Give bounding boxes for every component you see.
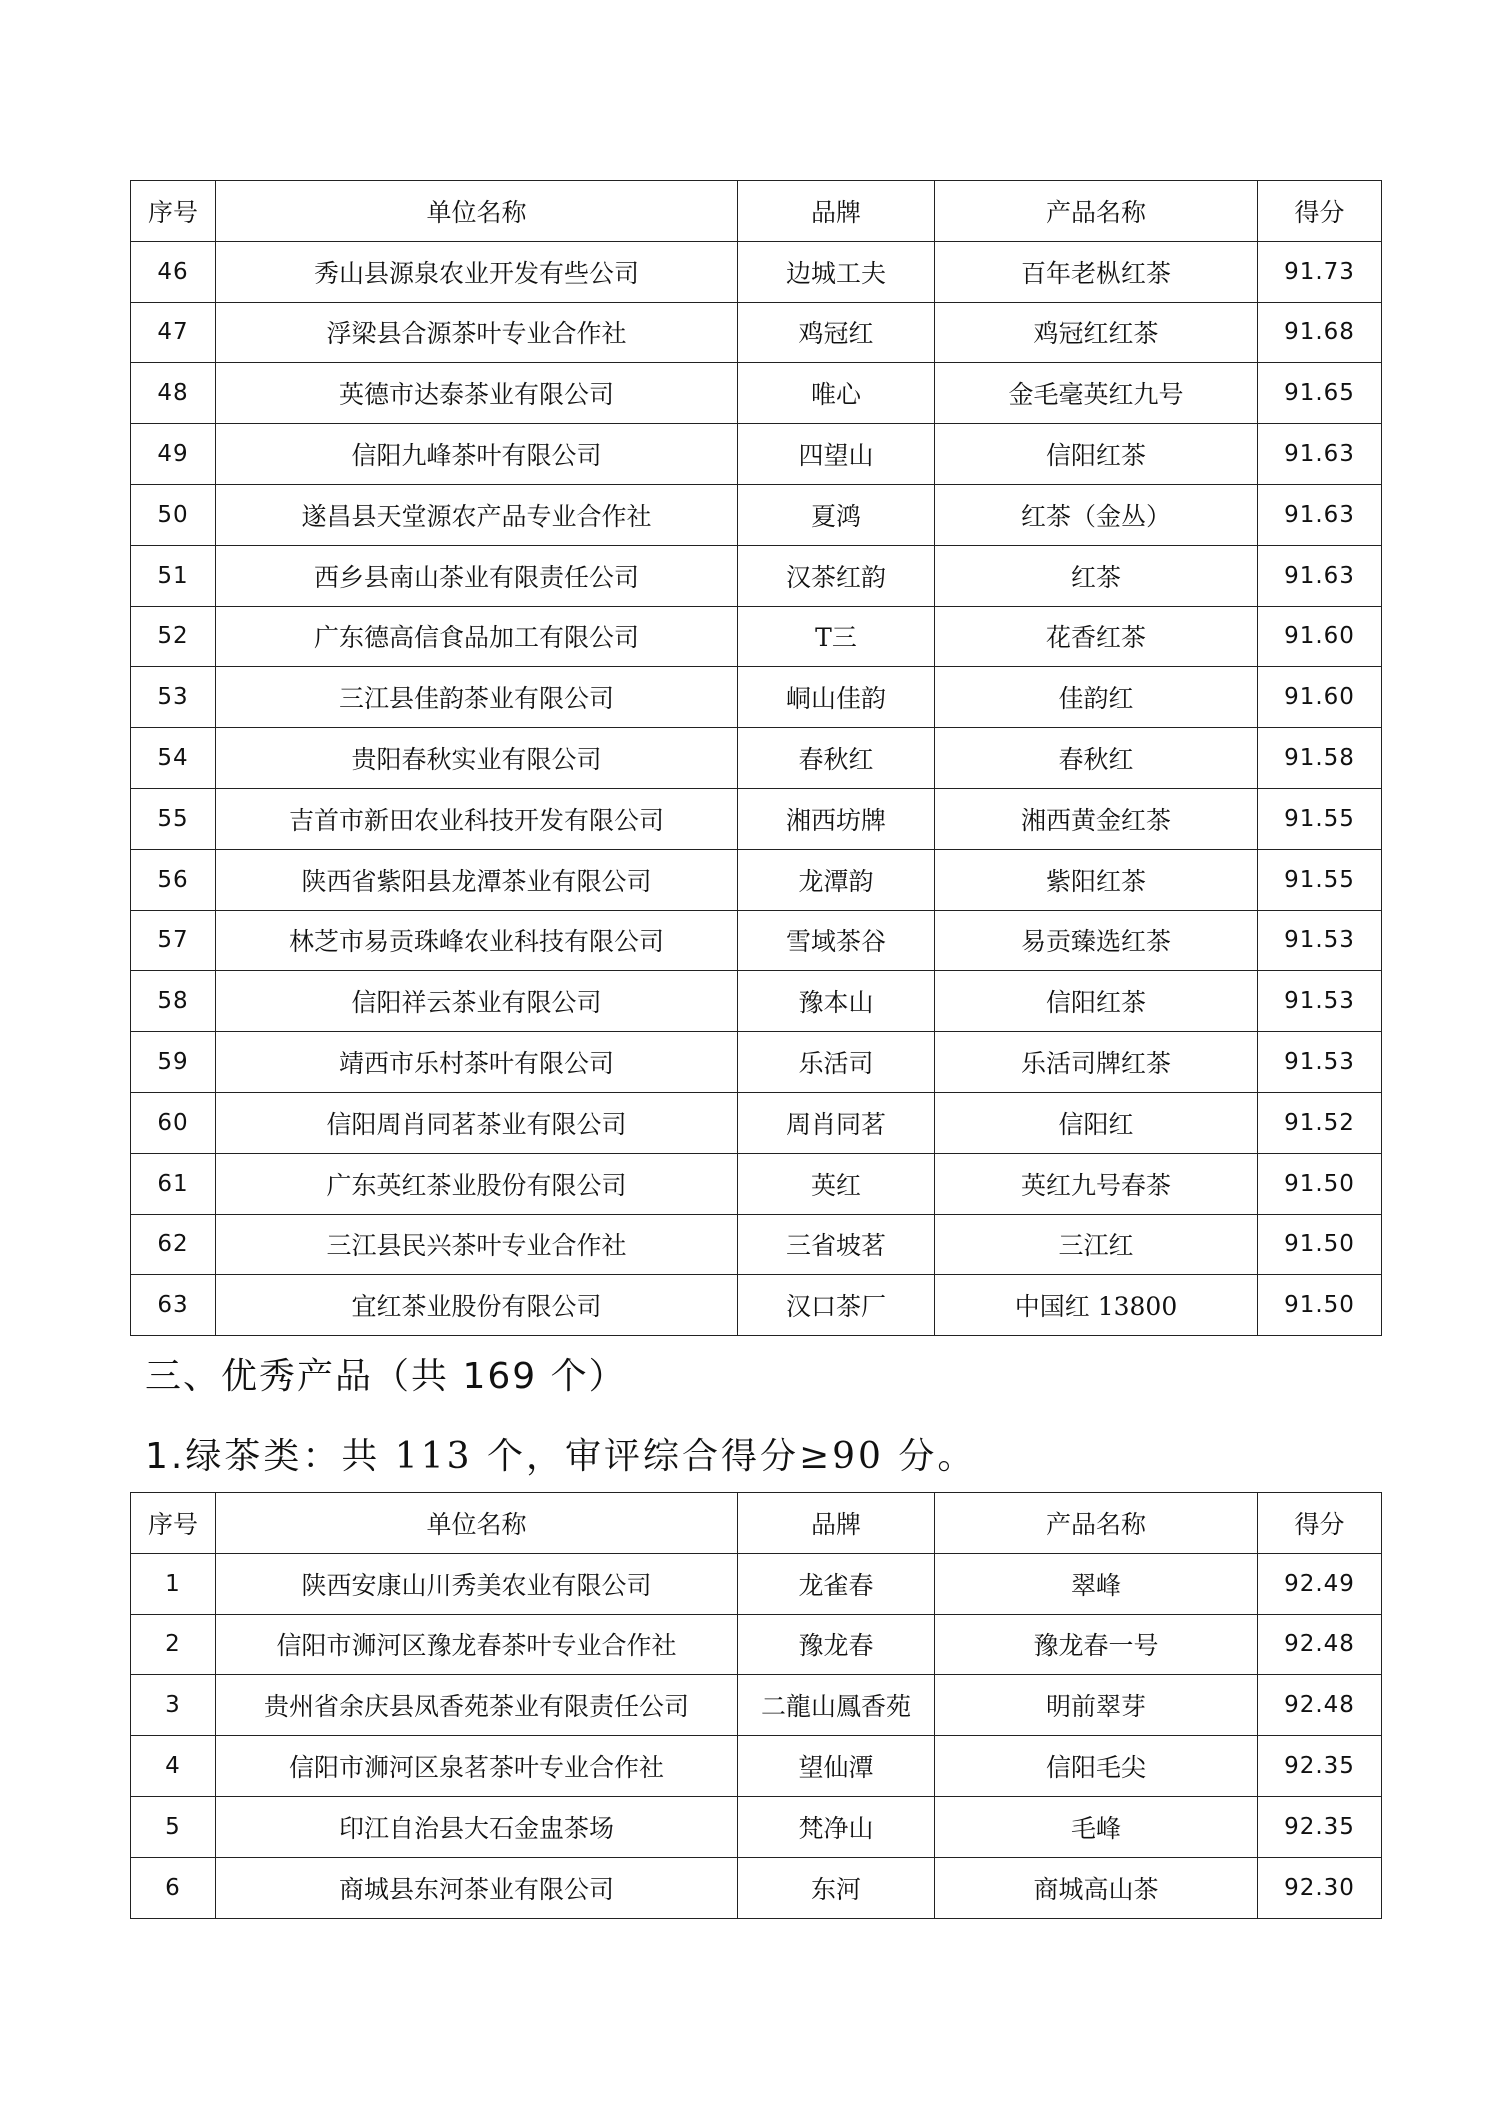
cell-no: 6 [131, 1857, 216, 1918]
header-no: 序号 [131, 1493, 216, 1554]
cell-unit: 林芝市易贡珠峰农业科技有限公司 [216, 910, 738, 971]
sub-heading-description: 共 113 个，审评综合得分≥90 分。 [341, 1436, 977, 1477]
cell-no: 2 [131, 1614, 216, 1675]
cell-score: 92.48 [1258, 1675, 1382, 1736]
cell-score: 91.73 [1258, 241, 1382, 302]
header-brand: 品牌 [738, 1493, 935, 1554]
cell-brand: 三省坡茗 [738, 1214, 935, 1275]
cell-score: 91.52 [1258, 1092, 1382, 1153]
cell-score: 92.49 [1258, 1553, 1382, 1614]
cell-unit: 贵州省余庆县凤香苑茶业有限责任公司 [216, 1675, 738, 1736]
cell-no: 48 [131, 363, 216, 424]
header-brand: 品牌 [738, 181, 935, 242]
cell-product: 信阳红 [935, 1092, 1258, 1153]
cell-no: 51 [131, 545, 216, 606]
cell-score: 91.53 [1258, 971, 1382, 1032]
cell-product: 金毛毫英红九号 [935, 363, 1258, 424]
table-row [131, 363, 1382, 424]
cell-brand: 峒山佳韵 [738, 667, 935, 728]
cell-score: 91.50 [1258, 1153, 1382, 1214]
cell-unit: 信阳周肖同茗茶业有限公司 [216, 1092, 738, 1153]
cell-product: 信阳红茶 [935, 971, 1258, 1032]
table-row [131, 667, 1382, 728]
cell-brand: 汉茶红韵 [738, 545, 935, 606]
cell-score: 92.48 [1258, 1614, 1382, 1675]
table-row [131, 302, 1382, 363]
table-row [131, 241, 1382, 302]
cell-product: 豫龙春一号 [935, 1614, 1258, 1675]
cell-score: 91.65 [1258, 363, 1382, 424]
cell-no: 46 [131, 241, 216, 302]
cell-brand: 汉口茶厂 [738, 1275, 935, 1336]
cell-score: 92.35 [1258, 1736, 1382, 1797]
cell-product: 商城高山茶 [935, 1857, 1258, 1918]
cell-brand: 豫本山 [738, 971, 935, 1032]
cell-product: 百年老枞红茶 [935, 241, 1258, 302]
cell-no: 53 [131, 667, 216, 728]
table-row [131, 1032, 1382, 1093]
cell-score: 91.58 [1258, 728, 1382, 789]
header-unit: 单位名称 [216, 181, 738, 242]
cell-no: 50 [131, 484, 216, 545]
cell-unit: 三江县民兴茶叶专业合作社 [216, 1214, 738, 1275]
cell-score: 92.35 [1258, 1796, 1382, 1857]
table-row [131, 484, 1382, 545]
header-unit: 单位名称 [216, 1493, 738, 1554]
cell-product: 湘西黄金红茶 [935, 788, 1258, 849]
cell-product: 毛峰 [935, 1796, 1258, 1857]
cell-product: 明前翠芽 [935, 1675, 1258, 1736]
section-heading: 三、优秀产品（共 169 个） [145, 1356, 627, 1397]
cell-score: 91.53 [1258, 1032, 1382, 1093]
table-row [131, 1796, 1382, 1857]
cell-unit: 广东英红茶业股份有限公司 [216, 1153, 738, 1214]
table-row [131, 1857, 1382, 1918]
cell-unit: 秀山县源泉农业开发有些公司 [216, 241, 738, 302]
cell-unit: 信阳祥云茶业有限公司 [216, 971, 738, 1032]
cell-no: 63 [131, 1275, 216, 1336]
cell-unit: 广东德高信食品加工有限公司 [216, 606, 738, 667]
cell-brand: 四望山 [738, 424, 935, 485]
cell-brand: 龙潭韵 [738, 849, 935, 910]
cell-brand: 乐活司 [738, 1032, 935, 1093]
table-body [131, 1553, 1382, 1918]
cell-unit: 三江县佳韵茶业有限公司 [216, 667, 738, 728]
cell-score: 91.50 [1258, 1214, 1382, 1275]
cell-product: 鸡冠红红茶 [935, 302, 1258, 363]
table-row [131, 1614, 1382, 1675]
cell-brand: 豫龙春 [738, 1614, 935, 1675]
cell-unit: 西乡县南山茶业有限责任公司 [216, 545, 738, 606]
table-row [131, 971, 1382, 1032]
header-score: 得分 [1258, 181, 1382, 242]
table-row [131, 1553, 1382, 1614]
cell-product: 信阳毛尖 [935, 1736, 1258, 1797]
table-row [131, 910, 1382, 971]
cell-score: 91.55 [1258, 788, 1382, 849]
cell-score: 91.63 [1258, 484, 1382, 545]
cell-score: 91.60 [1258, 606, 1382, 667]
table-row [131, 424, 1382, 485]
award-table-green-tea [130, 1492, 1382, 1919]
cell-score: 91.68 [1258, 302, 1382, 363]
cell-product: 红茶（金丛） [935, 484, 1258, 545]
table-row [131, 1214, 1382, 1275]
cell-no: 4 [131, 1736, 216, 1797]
cell-unit: 靖西市乐村茶叶有限公司 [216, 1032, 738, 1093]
cell-unit: 信阳市浉河区豫龙春茶叶专业合作社 [216, 1614, 738, 1675]
cell-no: 62 [131, 1214, 216, 1275]
cell-brand: 梵净山 [738, 1796, 935, 1857]
cell-score: 92.30 [1258, 1857, 1382, 1918]
header-product: 产品名称 [935, 1493, 1258, 1554]
cell-unit: 浮梁县合源茶叶专业合作社 [216, 302, 738, 363]
table-row [131, 1153, 1382, 1214]
sub-heading-category: 1.绿茶类： [145, 1436, 342, 1477]
cell-unit: 商城县东河茶业有限公司 [216, 1857, 738, 1918]
table-header-row [131, 1493, 1382, 1554]
table-body [131, 241, 1382, 1335]
cell-product: 春秋红 [935, 728, 1258, 789]
cell-unit: 陕西省紫阳县龙潭茶业有限公司 [216, 849, 738, 910]
cell-unit: 贵阳春秋实业有限公司 [216, 728, 738, 789]
cell-no: 56 [131, 849, 216, 910]
cell-product: 乐活司牌红茶 [935, 1032, 1258, 1093]
cell-no: 5 [131, 1796, 216, 1857]
cell-product: 信阳红茶 [935, 424, 1258, 485]
cell-product: 易贡臻选红茶 [935, 910, 1258, 971]
cell-no: 3 [131, 1675, 216, 1736]
cell-product: 翠峰 [935, 1553, 1258, 1614]
cell-no: 60 [131, 1092, 216, 1153]
table-row [131, 545, 1382, 606]
cell-brand: 湘西坊牌 [738, 788, 935, 849]
cell-brand: 夏鸿 [738, 484, 935, 545]
cell-unit: 信阳市浉河区泉茗茶叶专业合作社 [216, 1736, 738, 1797]
award-table-red-tea [130, 180, 1382, 1336]
cell-unit: 宜红茶业股份有限公司 [216, 1275, 738, 1336]
cell-no: 52 [131, 606, 216, 667]
cell-brand: 鸡冠红 [738, 302, 935, 363]
cell-product: 佳韵红 [935, 667, 1258, 728]
sub-heading [145, 1428, 976, 1479]
table-row [131, 1275, 1382, 1336]
table-row [131, 1092, 1382, 1153]
cell-product: 花香红茶 [935, 606, 1258, 667]
header-score: 得分 [1258, 1493, 1382, 1554]
cell-no: 57 [131, 910, 216, 971]
cell-brand: T三 [738, 606, 935, 667]
cell-no: 59 [131, 1032, 216, 1093]
table-row [131, 1736, 1382, 1797]
cell-unit: 吉首市新田农业科技开发有限公司 [216, 788, 738, 849]
cell-no: 47 [131, 302, 216, 363]
table-row [131, 788, 1382, 849]
cell-brand: 望仙潭 [738, 1736, 935, 1797]
header-no: 序号 [131, 181, 216, 242]
cell-brand: 雪域茶谷 [738, 910, 935, 971]
cell-product: 三江红 [935, 1214, 1258, 1275]
cell-unit: 印江自治县大石金盅茶场 [216, 1796, 738, 1857]
cell-score: 91.55 [1258, 849, 1382, 910]
cell-brand: 春秋红 [738, 728, 935, 789]
cell-no: 61 [131, 1153, 216, 1214]
cell-no: 49 [131, 424, 216, 485]
cell-unit: 英德市达泰茶业有限公司 [216, 363, 738, 424]
cell-score: 91.50 [1258, 1275, 1382, 1336]
cell-brand: 龙雀春 [738, 1553, 935, 1614]
cell-brand: 边城工夫 [738, 241, 935, 302]
table-row [131, 606, 1382, 667]
table-row [131, 849, 1382, 910]
cell-unit: 信阳九峰茶叶有限公司 [216, 424, 738, 485]
cell-brand: 唯心 [738, 363, 935, 424]
cell-no: 1 [131, 1553, 216, 1614]
cell-score: 91.63 [1258, 424, 1382, 485]
cell-no: 58 [131, 971, 216, 1032]
cell-score: 91.60 [1258, 667, 1382, 728]
cell-no: 54 [131, 728, 216, 789]
cell-no: 55 [131, 788, 216, 849]
cell-brand: 周肖同茗 [738, 1092, 935, 1153]
cell-product: 红茶 [935, 545, 1258, 606]
cell-unit: 遂昌县天堂源农产品专业合作社 [216, 484, 738, 545]
cell-brand: 二龍山鳳香苑 [738, 1675, 935, 1736]
cell-score: 91.53 [1258, 910, 1382, 971]
table-row [131, 1675, 1382, 1736]
cell-brand: 英红 [738, 1153, 935, 1214]
header-product: 产品名称 [935, 181, 1258, 242]
table-header-row [131, 181, 1382, 242]
cell-brand: 东河 [738, 1857, 935, 1918]
cell-unit: 陕西安康山川秀美农业有限公司 [216, 1553, 738, 1614]
cell-product: 中国红 13800 [935, 1275, 1258, 1336]
cell-score: 91.63 [1258, 545, 1382, 606]
cell-product: 紫阳红茶 [935, 849, 1258, 910]
table-row [131, 728, 1382, 789]
cell-product: 英红九号春茶 [935, 1153, 1258, 1214]
